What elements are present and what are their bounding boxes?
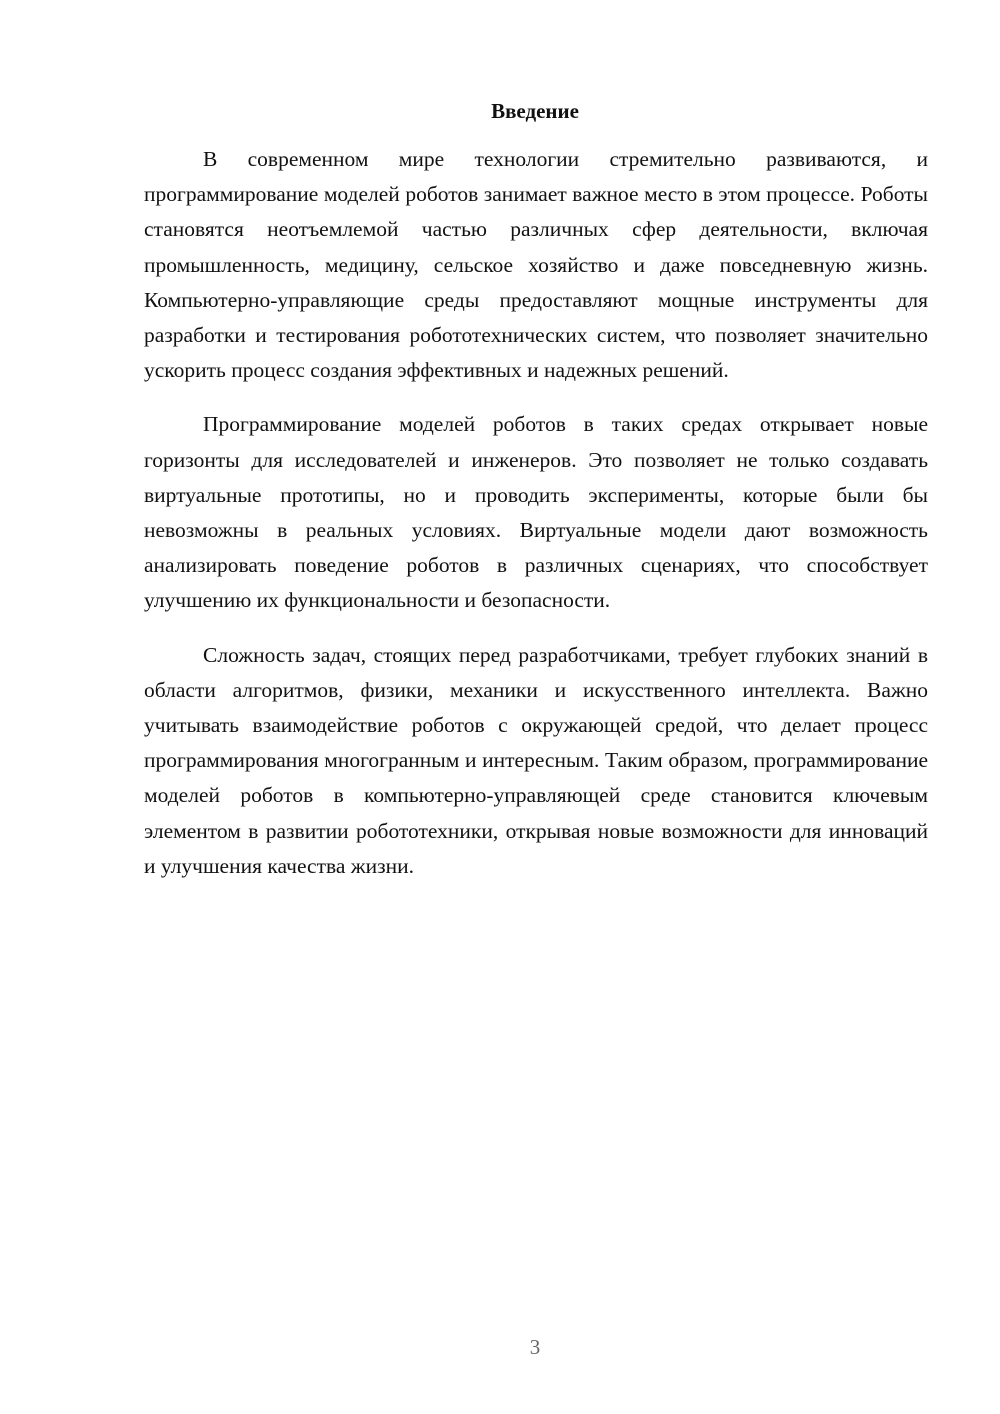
paragraph-2: Программирование моделей роботов в таких средах открывает новые горизонты для исследователей и инженеров. Это позволяет не только создавать виртуальные прототипы, но и проводить эксперименты, которые были бы невозможны в реальных условиях. Виртуальные модели дают возможность анализировать поведение роботов в различных сценариях, что способствует улучшению их функциональности и безопасности.: [144, 412, 928, 613]
page-number: 3: [529, 1335, 541, 1359]
body-text: [144, 142, 928, 903]
paragraph-1: В современном мире технологии стремительно развиваются, и программирование моделей роботов занимает важное место в этом процессе. Роботы становятся неотъемлемой частью различных сфер деятельности, включая промышленность, медицину, сельское хозяйство и даже повседневную жизнь. Компьютерно-управляющие среды предоставляют мощные инструменты для разработки и тестирования робототехнических систем, что позволяет значительно ускорить процесс создания эффективных и надежных решений.: [144, 147, 928, 383]
page-title: Введение: [491, 99, 579, 123]
paragraph-3: Сложность задач, стоящих перед разработчиками, требует глубоких знаний в области алгоритмов, физики, механики и искусственного интеллекта. Важно учитывать взаимодействие роботов с окружающей средой, что делает процесс программирования многогранным и интересным. Таким образом, программирование моделей роботов в компьютерно-управляющей среде становится ключевым элементом в развитии робототехники, открывая новые возможности для инноваций и улучшения качества жизни.: [144, 642, 928, 878]
